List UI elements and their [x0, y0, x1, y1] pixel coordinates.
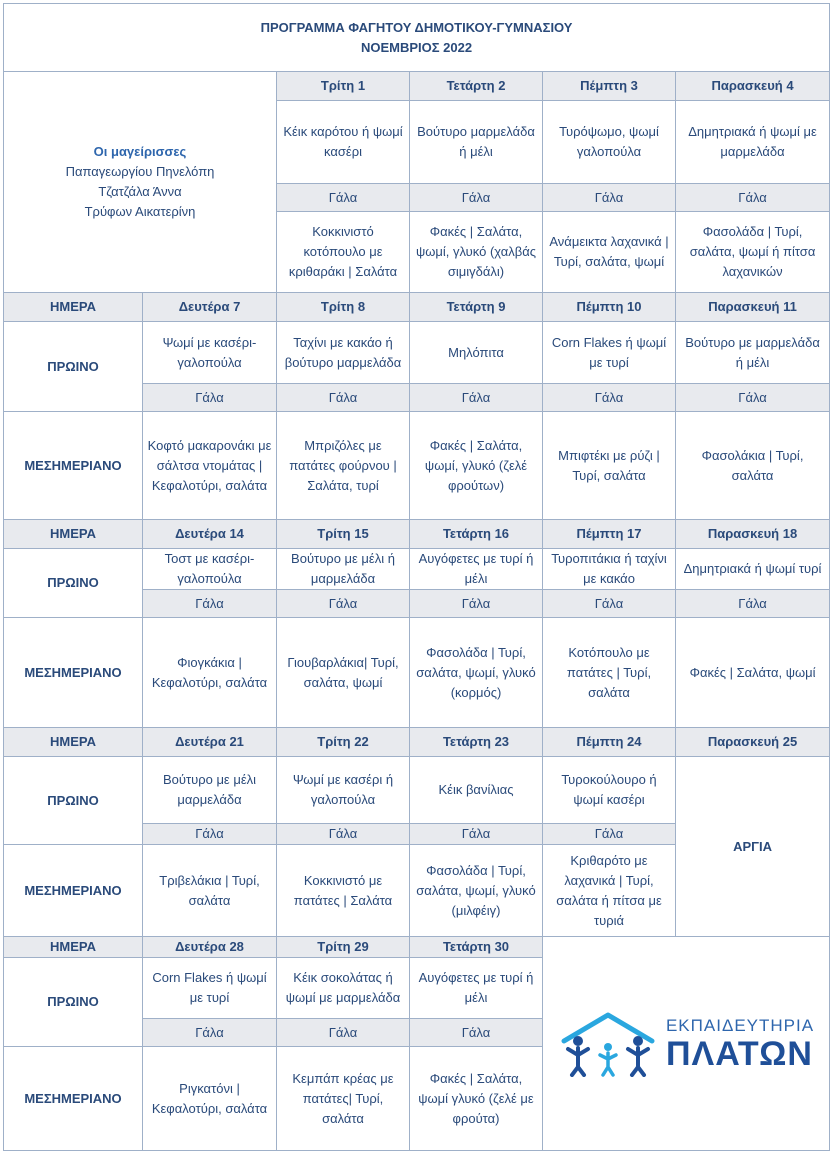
day-header: Δευτέρα 14	[143, 520, 277, 549]
cook-name: Παπαγεωργίου Πηνελόπη	[65, 164, 215, 179]
day-header: Τρίτη 22	[277, 728, 410, 757]
lunch-cell: Γιουβαρλάκια| Τυρί, σαλάτα, ψωμί	[277, 618, 410, 728]
milk-cell: Γάλα	[410, 824, 543, 845]
day-header: Πέμπτη 24	[543, 728, 676, 757]
milk-cell: Γάλα	[277, 384, 410, 412]
logo-line-1: ΕΚΠΑΙΔΕΥΤΗΡΙΑ	[665, 1015, 815, 1035]
day-header: Τετάρτη 9	[410, 293, 543, 322]
milk-cell: Γάλα	[143, 824, 277, 845]
breakfast-cell: Ψωμί με κασέρι ή γαλοπούλα	[277, 757, 410, 824]
holiday-cell: ΑΡΓΙΑ	[676, 757, 830, 937]
day-header: Παρασκευή 25	[676, 728, 830, 757]
breakfast-cell: Βούτυρο με μέλι ή μαρμελάδα	[277, 549, 410, 590]
day-header: Πέμπτη 10	[543, 293, 676, 322]
breakfast-cell: Δημητριακά ή ψωμί τυρί	[676, 549, 830, 590]
family-house-icon	[558, 1011, 658, 1077]
breakfast-cell: Δημητριακά ή ψωμί με μαρμελάδα	[676, 101, 830, 184]
milk-cell: Γάλα	[410, 1019, 543, 1047]
day-header: Παρασκευή 11	[676, 293, 830, 322]
milk-cell: Γάλα	[676, 590, 830, 618]
breakfast-cell: Βούτυρο μαρμελάδα ή μέλι	[410, 101, 543, 184]
milk-cell: Γάλα	[143, 384, 277, 412]
lunch-cell: Φασολάδα | Τυρί, σαλάτα, ψωμί, γλυκό (κορμός)	[410, 618, 543, 728]
cook-name: Τρύφων Αικατερίνη	[84, 204, 196, 219]
breakfast-cell: Κέικ σοκολάτας ή ψωμί με μαρμελάδα	[277, 958, 410, 1019]
lunch-cell: Φιογκάκια | Κεφαλοτύρι, σαλάτα	[143, 618, 277, 728]
lunch-cell: Μπιφτέκι με ρύζι | Τυρί, σαλάτα	[543, 412, 676, 520]
breakfast-cell: Κέικ καρότου ή ψωμί κασέρι	[277, 101, 410, 184]
lunch-cell: Κεμπάπ κρέας με πατάτες| Τυρί, σαλάτα	[277, 1047, 410, 1151]
day-header: Τετάρτη 30	[410, 937, 543, 958]
milk-cell: Γάλα	[543, 384, 676, 412]
lunch-cell: Φακές | Σαλάτα, ψωμί, γλυκό (χαλβάς σιμιγδάλι)	[410, 212, 543, 293]
lunch-cell: Κοκκινιστό με πατάτες | Σαλάτα	[277, 845, 410, 937]
milk-cell: Γάλα	[277, 184, 410, 212]
milk-cell: Γάλα	[143, 1019, 277, 1047]
logo-line-2: ΠΛΑΤΩΝ	[665, 1034, 813, 1073]
cooks-title: Οι μαγείρισσες	[93, 144, 187, 159]
day-header: Τρίτη 29	[277, 937, 410, 958]
breakfast-cell: Αυγόφετες με τυρί ή μέλι	[410, 549, 543, 590]
breakfast-cell: Ψωμί με κασέρι-γαλοπούλα	[143, 322, 277, 384]
milk-cell: Γάλα	[410, 590, 543, 618]
day-header: Τετάρτη 2	[410, 72, 543, 101]
lunch-cell: Φασολάδα | Τυρί, σαλάτα, ψωμί, γλυκό (μιλφέιγ)	[410, 845, 543, 937]
breakfast-cell: Τυροκούλουρο ή ψωμί κασέρι	[543, 757, 676, 824]
lunch-row-label: ΜΕΣΗΜΕΡΙΑΝΟ	[4, 618, 143, 728]
lunch-cell: Κοκκινιστό κοτόπουλο με κριθαράκι | Σαλάτα	[277, 212, 410, 293]
lunch-cell: Φακές | Σαλάτα, ψωμί	[676, 618, 830, 728]
milk-cell: Γάλα	[543, 824, 676, 845]
breakfast-row-label: ΠΡΩΙΝΟ	[4, 958, 143, 1047]
cook-name: Τζατζάλα Άννα	[98, 184, 182, 199]
lunch-cell: Ανάμεικτα λαχανικά | Τυρί, σαλάτα, ψωμί	[543, 212, 676, 293]
milk-cell: Γάλα	[277, 1019, 410, 1047]
breakfast-row-label: ΠΡΩΙΝΟ	[4, 757, 143, 845]
milk-cell: Γάλα	[543, 184, 676, 212]
cooks-info	[4, 72, 277, 293]
milk-cell: Γάλα	[410, 384, 543, 412]
breakfast-cell: Αυγόφετες με τυρί ή μέλι	[410, 958, 543, 1019]
milk-cell: Γάλα	[143, 590, 277, 618]
lunch-cell: Φακές | Σαλάτα, ψωμί, γλυκό (ζελέ φρούτων)	[410, 412, 543, 520]
breakfast-cell: Τυροπιτάκια ή ταχίνι με κακάο	[543, 549, 676, 590]
breakfast-row-label: ΠΡΩΙΝΟ	[4, 322, 143, 412]
breakfast-cell: Corn Flakes ή ψωμί με τυρί	[543, 322, 676, 384]
lunch-row-label: ΜΕΣΗΜΕΡΙΑΝΟ	[4, 845, 143, 937]
milk-cell: Γάλα	[676, 384, 830, 412]
milk-cell: Γάλα	[543, 590, 676, 618]
day-column-header: ΗΜΕΡΑ	[4, 937, 143, 958]
day-header: Παρασκευή 18	[676, 520, 830, 549]
day-header: Πέμπτη 3	[543, 72, 676, 101]
milk-cell: Γάλα	[676, 184, 830, 212]
breakfast-cell: Βούτυρο με μαρμελάδα ή μέλι	[676, 322, 830, 384]
day-header: Πέμπτη 17	[543, 520, 676, 549]
milk-cell: Γάλα	[277, 824, 410, 845]
breakfast-row-label: ΠΡΩΙΝΟ	[4, 549, 143, 618]
day-header: Παρασκευή 4	[676, 72, 830, 101]
breakfast-cell: Μηλόπιτα	[410, 322, 543, 384]
day-header: Δευτέρα 28	[143, 937, 277, 958]
day-header: Τρίτη 15	[277, 520, 410, 549]
lunch-cell: Κοτόπουλο με πατάτες | Τυρί, σαλάτα	[543, 618, 676, 728]
day-header: Τρίτη 1	[277, 72, 410, 101]
lunch-cell: Φακές | Σαλάτα, ψωμί γλυκό (ζελέ με φρούτα)	[410, 1047, 543, 1151]
breakfast-cell: Βούτυρο με μέλι μαρμελάδα	[143, 757, 277, 824]
breakfast-cell: Ταχίνι με κακάο ή βούτυρο μαρμελάδα	[277, 322, 410, 384]
lunch-cell: Κριθαρότο με λαχανικά | Τυρί, σαλάτα ή πίτσα με τυριά	[543, 845, 676, 937]
lunch-cell: Ριγκατόνι | Κεφαλοτύρι, σαλάτα	[143, 1047, 277, 1151]
day-header: Δευτέρα 7	[143, 293, 277, 322]
milk-cell: Γάλα	[410, 184, 543, 212]
lunch-cell: Μπριζόλες με πατάτες φούρνου | Σαλάτα, τυρί	[277, 412, 410, 520]
breakfast-cell: Τυρόψωμο, ψωμί γαλοπούλα	[543, 101, 676, 184]
day-column-header: ΗΜΕΡΑ	[4, 728, 143, 757]
breakfast-cell: Τοστ με κασέρι-γαλοπούλα	[143, 549, 277, 590]
lunch-cell: Τριβελάκια | Τυρί, σαλάτα	[143, 845, 277, 937]
day-header: Τετάρτη 23	[410, 728, 543, 757]
breakfast-cell: Corn Flakes ή ψωμί με τυρί	[143, 958, 277, 1019]
lunch-cell: Κοφτό μακαρονάκι με σάλτσα ντομάτας | Κεφαλοτύρι, σαλάτα	[143, 412, 277, 520]
milk-cell: Γάλα	[277, 590, 410, 618]
day-header: Τετάρτη 16	[410, 520, 543, 549]
page-title	[4, 4, 830, 72]
day-column-header: ΗΜΕΡΑ	[4, 293, 143, 322]
day-header: Τρίτη 8	[277, 293, 410, 322]
title-line-2: ΝΟΕΜΒΡΙΟΣ 2022	[360, 39, 473, 55]
day-header: Δευτέρα 21	[143, 728, 277, 757]
lunch-cell: Φασολάδα | Τυρί, σαλάτα, ψωμί ή πίτσα λαχανικών	[676, 212, 830, 293]
breakfast-cell: Κέικ βανίλιας	[410, 757, 543, 824]
lunch-row-label: ΜΕΣΗΜΕΡΙΑΝΟ	[4, 1047, 143, 1151]
title-line-1: ΠΡΟΓΡΑΜΜΑ ΦΑΓΗΤΟΥ ΔΗΜΟΤΙΚΟΥ-ΓΥΜΝΑΣΙΟΥ	[260, 19, 573, 35]
school-logo	[543, 937, 830, 1151]
day-column-header: ΗΜΕΡΑ	[4, 520, 143, 549]
lunch-schedule-table	[3, 3, 830, 1151]
lunch-row-label: ΜΕΣΗΜΕΡΙΑΝΟ	[4, 412, 143, 520]
lunch-cell: Φασολάκια | Τυρί, σαλάτα	[676, 412, 830, 520]
